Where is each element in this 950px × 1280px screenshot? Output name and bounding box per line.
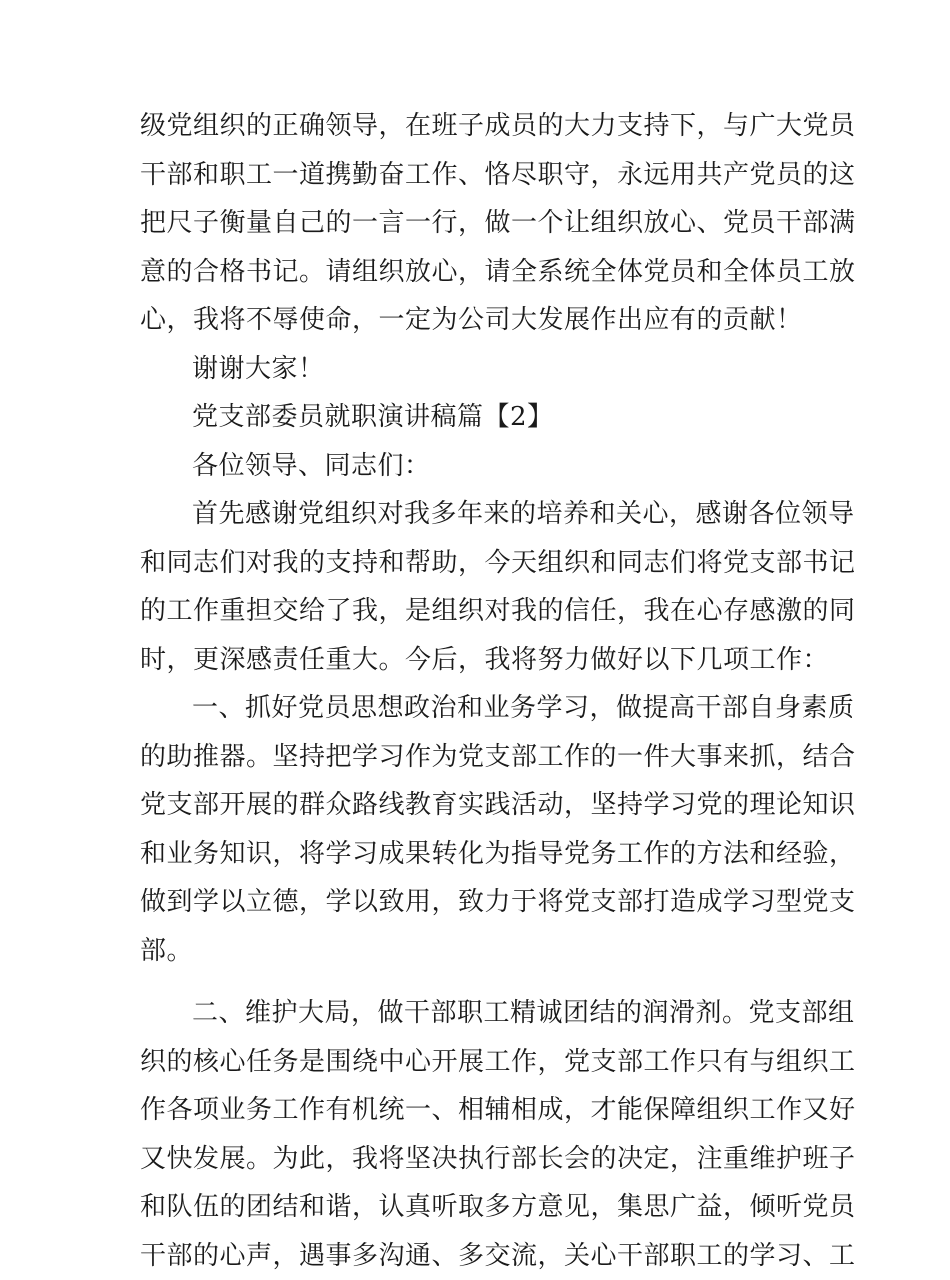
text-line: 干部和职工一道携勤奋工作、恪尽职守，永远用共产党员的这 [140,151,812,200]
text-line: 意的合格书记。请组织放心，请全系统全体党员和全体员工放 [140,248,812,297]
text-line: 和队伍的团结和谐，认真听取多方意见，集思广益，倾听党员 [140,1183,812,1232]
text-line: 心，我将不辱使命，一定为公司大发展作出应有的贡献！ [140,296,812,345]
text-line: 时，更深感责任重大。今后，我将努力做好以下几项工作： [140,636,812,685]
text-line: 部。 [140,927,812,976]
text-line: 和同志们对我的支持和帮助，今天组织和同志们将党支部书记 [140,539,812,588]
text-line: 的助推器。坚持把学习作为党支部工作的一件大事来抓，结合 [140,733,812,782]
text-line: 和业务知识，将学习成果转化为指导党务工作的方法和经验， [140,830,812,879]
text-line: 的工作重担交给了我，是组织对我的信任，我在心存感激的同 [140,587,812,636]
text-line: 把尺子衡量自己的一言一行，做一个让组织放心、党员干部满 [140,199,812,248]
document-body [140,102,812,1280]
paragraph-gap [140,975,812,989]
text-line: 干部的心声，遇事多沟通、多交流，关心干部职工的学习、工 [140,1232,812,1280]
text-line: 一、抓好党员思想政治和业务学习，做提高干部自身素质 [140,684,812,733]
text-line: 作各项业务工作有机统一、相辅相成，才能保障组织工作又好 [140,1086,812,1135]
closing-thanks: 谢谢大家！ [140,345,812,394]
salutation: 各位领导、同志们： [140,442,812,491]
text-line: 级党组织的正确领导，在班子成员的大力支持下，与广大党员 [140,102,812,151]
text-line: 织的核心任务是围绕中心开展工作，党支部工作只有与组织工 [140,1038,812,1087]
text-line: 党支部开展的群众路线教育实践活动，坚持学习党的理论知识 [140,781,812,830]
section-heading: 党支部委员就职演讲稿篇【2】 [140,393,812,442]
text-line: 二、维护大局，做干部职工精诚团结的润滑剂。党支部组 [140,989,812,1038]
text-line: 首先感谢党组织对我多年来的培养和关心，感谢各位领导 [140,490,812,539]
text-line: 做到学以立德，学以致用，致力于将党支部打造成学习型党支 [140,878,812,927]
text-line: 又快发展。为此，我将坚决执行部长会的决定，注重维护班子 [140,1135,812,1184]
